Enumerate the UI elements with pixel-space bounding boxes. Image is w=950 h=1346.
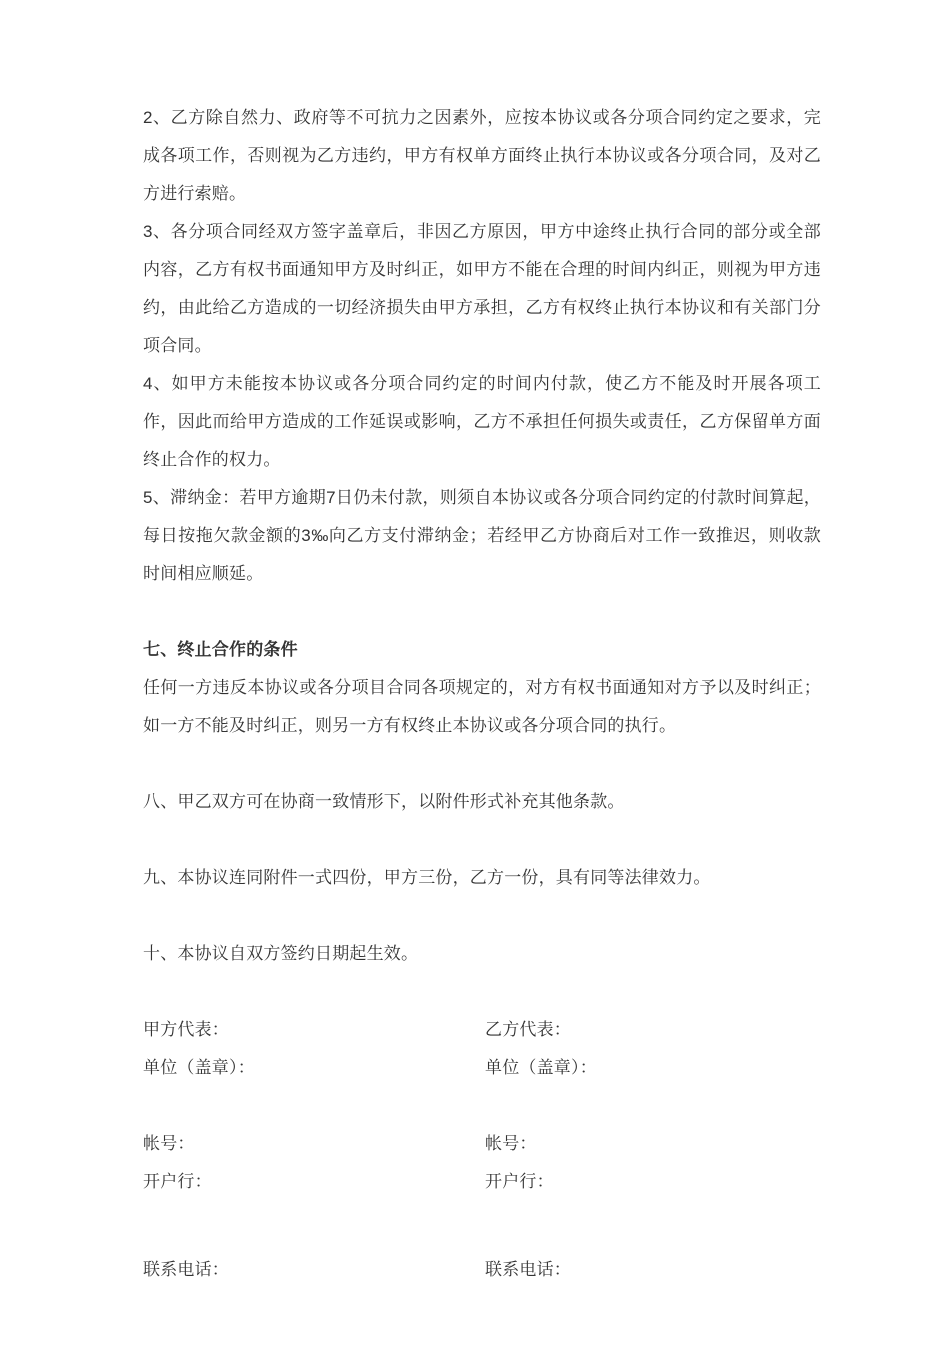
clause-5: 5、滞纳金：若甲方逾期7日仍未付款，则须自本协议或各分项合同约定的付款时间算起，每日按拖欠款金额的3‰向乙方支付滞纳金；若经甲乙方协商后对工作一致推迟，则收款时间相应顺延。 [143,488,821,583]
party-a-bank-label: 开户行： [143,1172,212,1191]
party-b-representative-label: 乙方代表： [485,1020,571,1039]
party-b-phone-label: 联系电话： [485,1260,571,1279]
clause-3: 3、各分项合同经双方签字盖章后，非因乙方原因，甲方中途终止执行合同的部分或全部内容，乙方有权书面通知甲方及时纠正，如甲方不能在合理的时间内纠正，则视为甲方违约，由此给乙方造成的一切经济损失由甲方承担，乙方有权终止执行本协议和有关部门分项合同。 [143,222,821,355]
document-content [143,99,821,1289]
signature-row-account-number [143,1125,821,1163]
section-8: 八、甲乙双方可在协商一致情形下，以附件形式补充其他条款。 [143,792,625,811]
section-9: 九、本协议连同附件一式四份，甲方三份，乙方一份，具有同等法律效力。 [143,868,711,887]
party-b-unit-seal-label: 单位（盖章）： [485,1058,597,1077]
party-a-unit-seal-label: 单位（盖章）： [143,1058,255,1077]
signature-row-bank [143,1163,821,1201]
section-7-body: 任何一方违反本协议或各分项目合同各项规定的，对方有权书面通知对方予以及时纠正；如一方不能及时纠正，则另一方有权终止本协议或各分项合同的执行。 [143,678,821,735]
signature-row-unit-seal [143,1049,821,1087]
party-b-account-number-label: 帐号： [485,1134,537,1153]
signature-row-representative [143,1011,821,1049]
signature-block [143,1011,821,1289]
party-a-phone-label: 联系电话： [143,1260,229,1279]
clause-2: 2、乙方除自然力、政府等不可抗力之因素外，应按本协议或各分项合同约定之要求，完成各项工作，否则视为乙方违约，甲方有权单方面终止执行本协议或各分项合同，及对乙方进行索赔。 [143,108,821,203]
clause-4: 4、如甲方未能按本协议或各分项合同约定的时间内付款，使乙方不能及时开展各项工作，因此而给甲方造成的工作延误或影响，乙方不承担任何损失或责任，乙方保留单方面终止合作的权力。 [143,374,821,469]
party-a-account-number-label: 帐号： [143,1134,195,1153]
section-10: 十、本协议自双方签约日期起生效。 [143,944,419,963]
party-b-bank-label: 开户行： [485,1172,554,1191]
signature-row-phone [143,1251,821,1289]
party-a-representative-label: 甲方代表： [143,1020,229,1039]
section-7-heading: 七、终止合作的条件 [143,640,298,659]
